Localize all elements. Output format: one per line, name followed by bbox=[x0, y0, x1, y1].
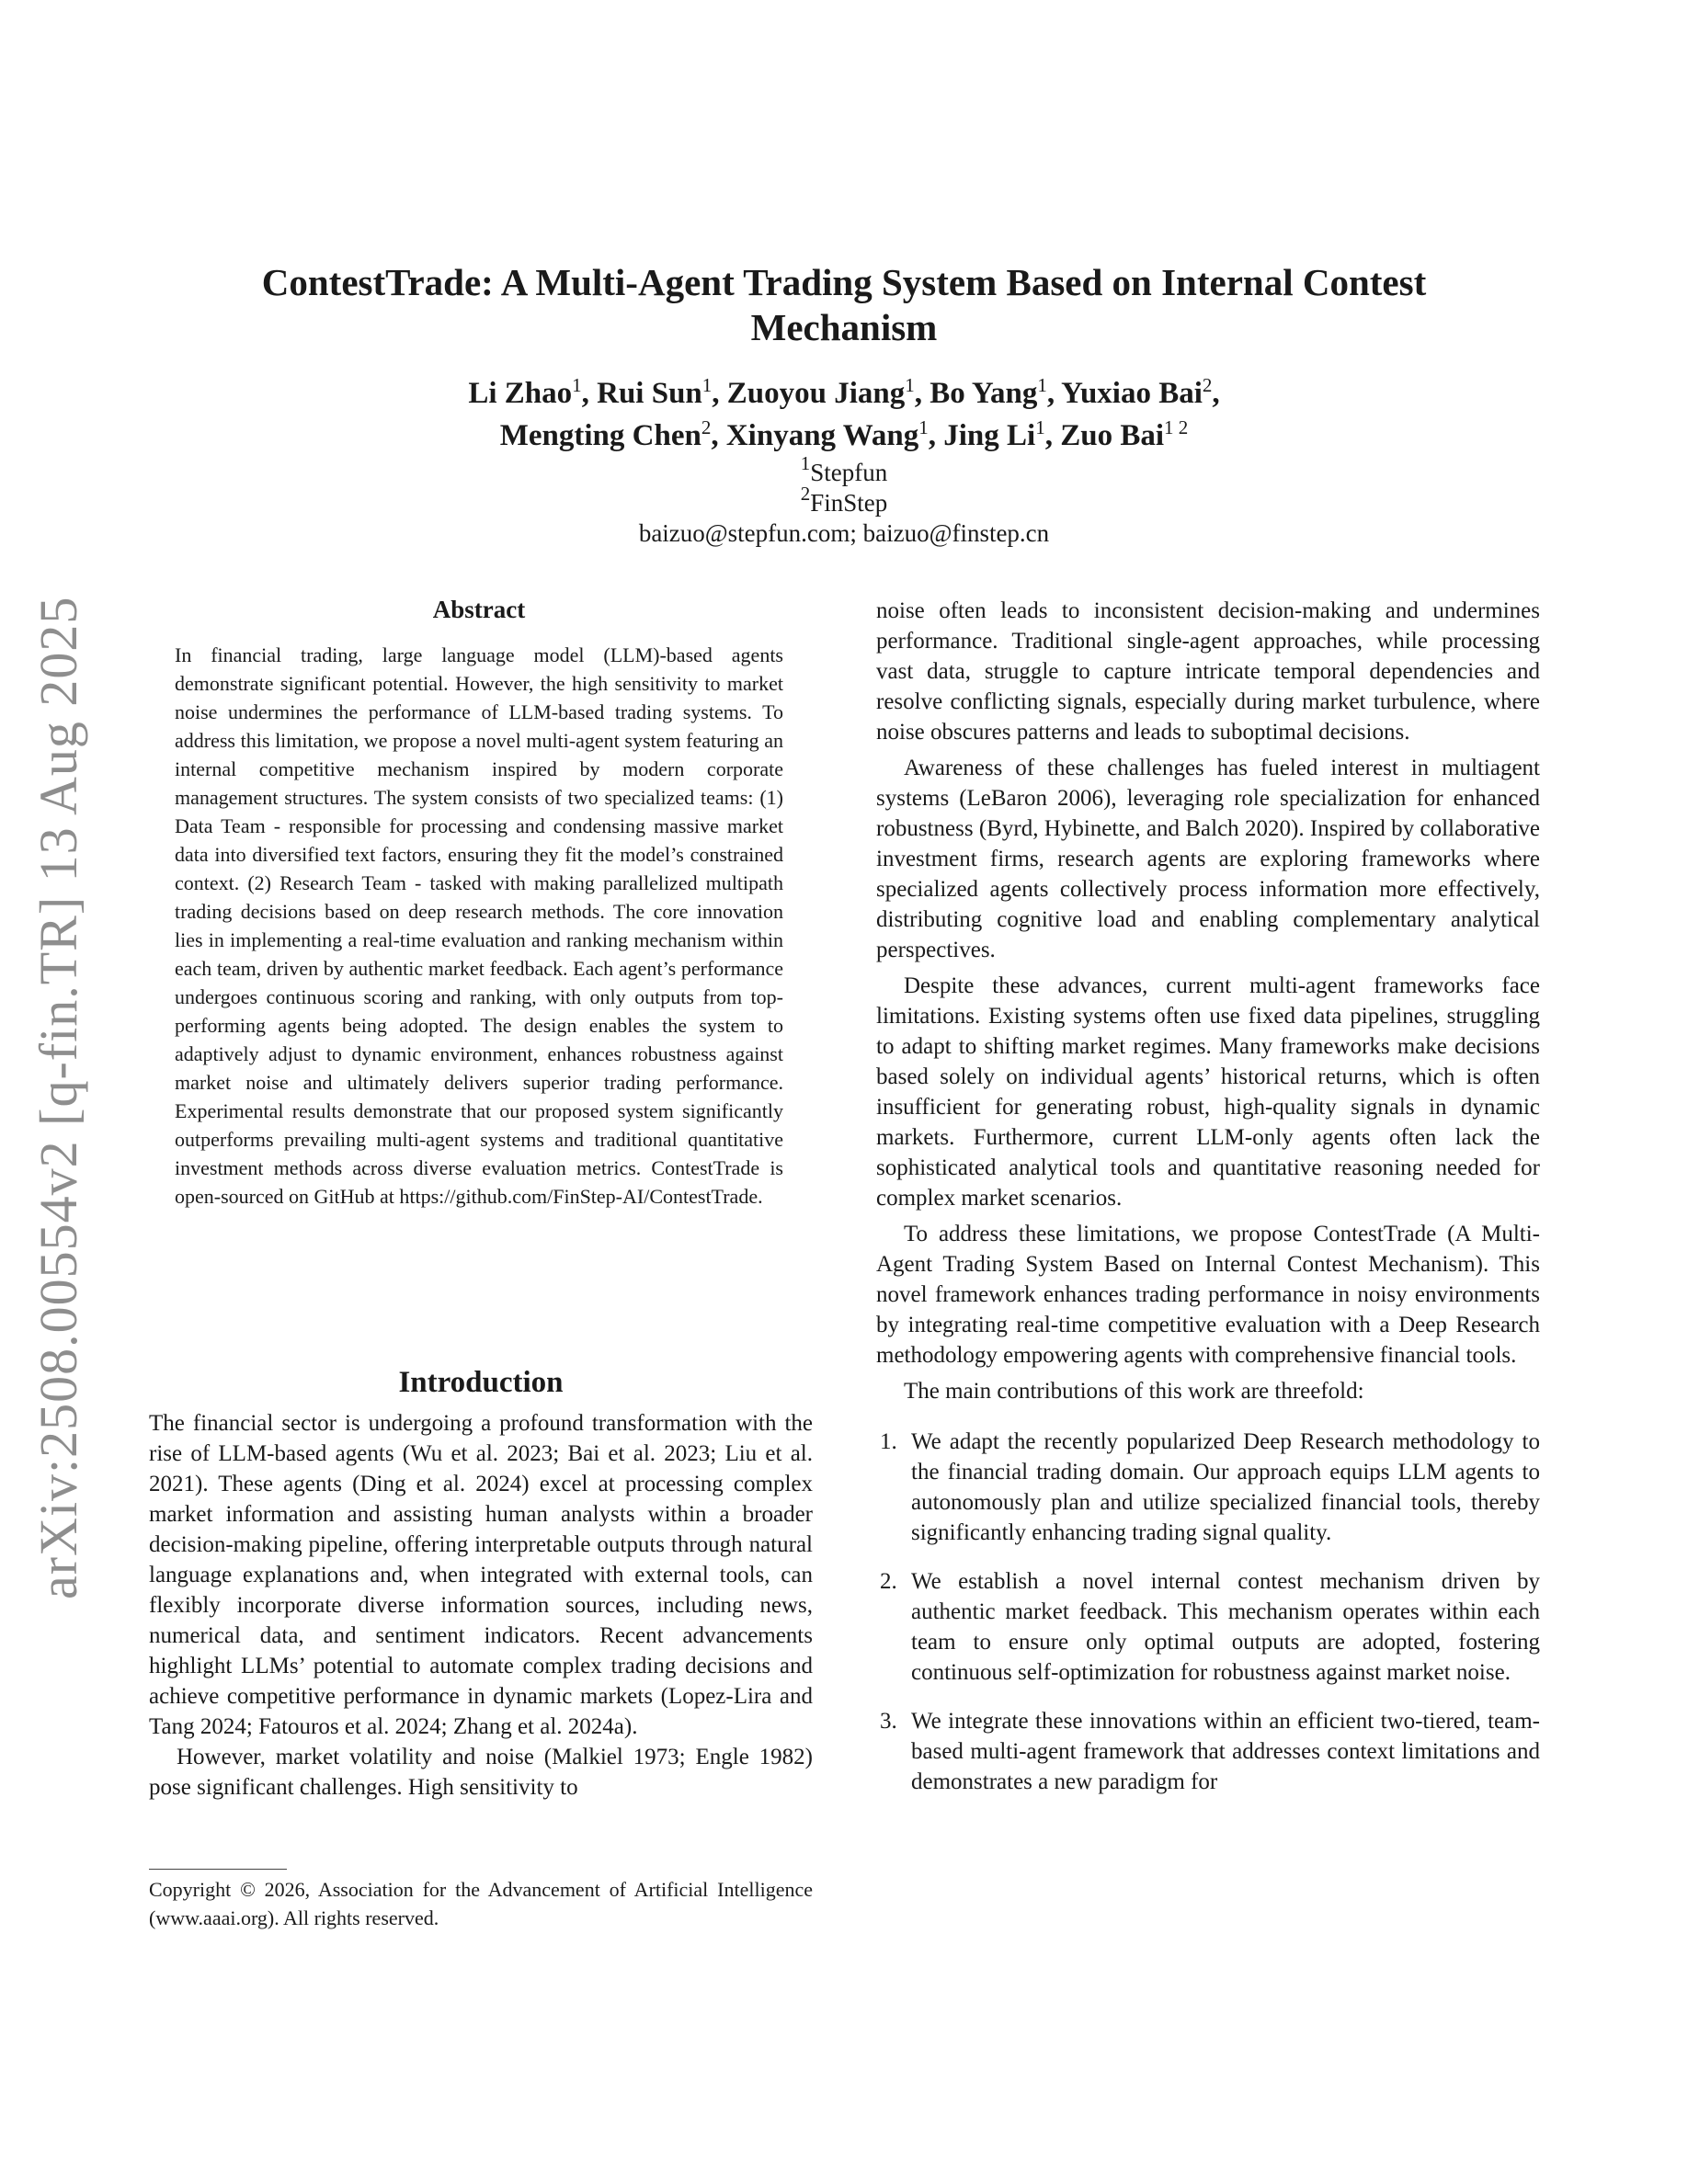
contributions-list bbox=[876, 1427, 1540, 1797]
list-item: 1. We adapt the recently popularized Deep Research methodology to the financial trading domain. Our approach equips LLM agents to autonomously plan and utilize specialized financial tools, thereby significantly enhancing trading signal quality. bbox=[880, 1429, 1540, 1545]
author: Rui Sun bbox=[597, 377, 702, 410]
footnote-divider bbox=[149, 1869, 287, 1870]
paragraph: However, market volatility and noise (Malkiel 1973; Engle 1982) pose significant challenges. High sensitivity to bbox=[149, 1745, 813, 1800]
paragraph: The financial sector is undergoing a profound transformation with the rise of LLM-based agents (Wu et al. 2023; Bai et al. 2023; Liu et al. 2021). These agents (Ding et al. 2024) excel at processing complex market information and assisting human analysts within a broader decision-making pipeline, offering interpretable outputs through natural language explanations and, when integrated with external tools, can flexibly incorporate diverse information sources, including news, numerical data, and sentiment indicators. Recent advancements highlight LLMs’ potential to automate complex trading decisions and achieve competitive performance in dynamic markets (Lopez-Lira and Tang 2024; Fatouros et al. 2024; Zhang et al. 2024a). bbox=[149, 1411, 813, 1739]
abstract-text: In financial trading, large language model (LLM)-based agents demonstrate significant potential. However, the high sensitivity to market noise undermines the performance of LLM-based trading systems. To address this limitation, we propose a novel multi-agent system featuring an internal competitive mechanism inspired by modern corporate management structures. The system consists of two specialized teams: (1) Data Team - responsible for processing and condensing massive market data into diversified text factors, ensuring they fit the model’s constrained context. (2) Research Team - tasked with making parallelized multipath trading decisions based on deep research methods. The core innovation lies in implementing a real-time evaluation and ranking mechanism within each team, driven by authentic market feedback. Each agent’s performance undergoes continuous scoring and ranking, with only outputs from top-performing agents being adopted. The design enables the system to adaptively adjust to dynamic environment, enhances robustness against market noise and ultimately delivers superior trading performance. Experimental results demonstrate that our proposed system significantly outperforms prevailing multi-agent systems and traditional quantitative investment methods across diverse evaluation metrics. ContestTrade is open-sourced on GitHub at https://github.com/FinStep-AI/ContestTrade. bbox=[175, 643, 783, 1208]
introduction-body bbox=[149, 1408, 813, 1803]
abstract-heading: Abstract bbox=[432, 596, 526, 623]
affiliation: $^1$Stepfun bbox=[800, 452, 888, 486]
paragraph: Awareness of these challenges has fueled interest in multiagent systems (LeBaron 2006), leveraging role specialization for enhanced robustness (Byrd, Hybinette, and Balch 2020). Inspired by collaborative investment firms, research agents are exploring frameworks where specialized agents collectively process information more effectively, distributing cognitive load and enabling complementary analytical perspectives. bbox=[876, 756, 1540, 962]
paragraph: To address these limitations, we propose ContestTrade (A Multi-Agent Trading System Based on Internal Contest Mechanism). This novel framework enhances trading performance in noisy environments by integrating real-time competitive evaluation with a Deep Research methodology empowering agents with comprehensive financial tools. bbox=[876, 1222, 1540, 1368]
paragraph: Despite these advances, current multi-agent frameworks face limitations. Existing systems often use fixed data pipelines, struggling to adapt to shifting market regimes. Many frameworks make decisions based solely on individual agents’ historical returns, which is often insufficient for generating robust, high-quality signals in dynamic markets. Furthermore, current LLM-only agents often lack the sophisticated analytical tools and quantitative reasoning needed for complex market scenarios. bbox=[876, 973, 1540, 1211]
copyright-footnote: Copyright © 2026, Association for the Advancement of Artificial Intelligence (www.aaai.org). All rights reserved. bbox=[149, 1878, 813, 1929]
author: Bo Yang bbox=[930, 377, 1038, 410]
list-item: 3. We integrate these innovations within an efficient two-tiered, team-based multi-agent framework that addresses context limitations and demonstrates a new paradigm for bbox=[880, 1709, 1540, 1794]
paper-title: ContestTrade: A Multi-Agent Trading System Based on Internal Contest Mechanism bbox=[261, 261, 1427, 348]
paragraph: noise often leads to inconsistent decision-making and undermines performance. Traditional single-agent approaches, while processing vast data, struggle to capture intricate temporal dependencies and resolve conflicting signals, especially during market turbulence, where noise obscures patterns and leads to suboptimal decisions. bbox=[876, 598, 1540, 745]
author-emails: baizuo@stepfun.com; baizuo@finstep.cn bbox=[638, 519, 1050, 547]
author: Jing Li bbox=[943, 419, 1036, 452]
author: Zuo Bai bbox=[1060, 419, 1164, 452]
author: Mengting Chen bbox=[499, 419, 701, 452]
affiliation: $^2$FinStep bbox=[800, 483, 888, 517]
author: Zuoyou Jiang bbox=[726, 377, 906, 410]
author: Yuxiao Bai bbox=[1061, 377, 1203, 410]
author: Xinyang Wang bbox=[725, 419, 919, 452]
right-column bbox=[876, 596, 1540, 1815]
arxiv-identifier: arXiv:2508.00554v2 [q-fin.TR] 13 Aug 2025 bbox=[29, 596, 88, 1599]
author-list: Li Zhao$^1$, Rui Sun$^1$, Zuoyou Jiang$^1$, Bo Yang$^1$, Yuxiao Bai$^2$, Mengting Chen$^2$, Xinyang Wang$^1$, Jing Li$^1$, Zuo Bai$^{1 2}$ bbox=[468, 374, 1220, 452]
paragraph: The main contributions of this work are threefold: bbox=[904, 1379, 1364, 1404]
introduction-heading: Introduction bbox=[398, 1366, 564, 1399]
author: Li Zhao bbox=[468, 377, 573, 410]
list-item: 2. We establish a novel internal contest mechanism driven by authentic market feedback. This mechanism operates within each team to ensure only optimal outputs are adopted, fostering continuous self-optimization for robustness against market noise. bbox=[880, 1569, 1540, 1685]
